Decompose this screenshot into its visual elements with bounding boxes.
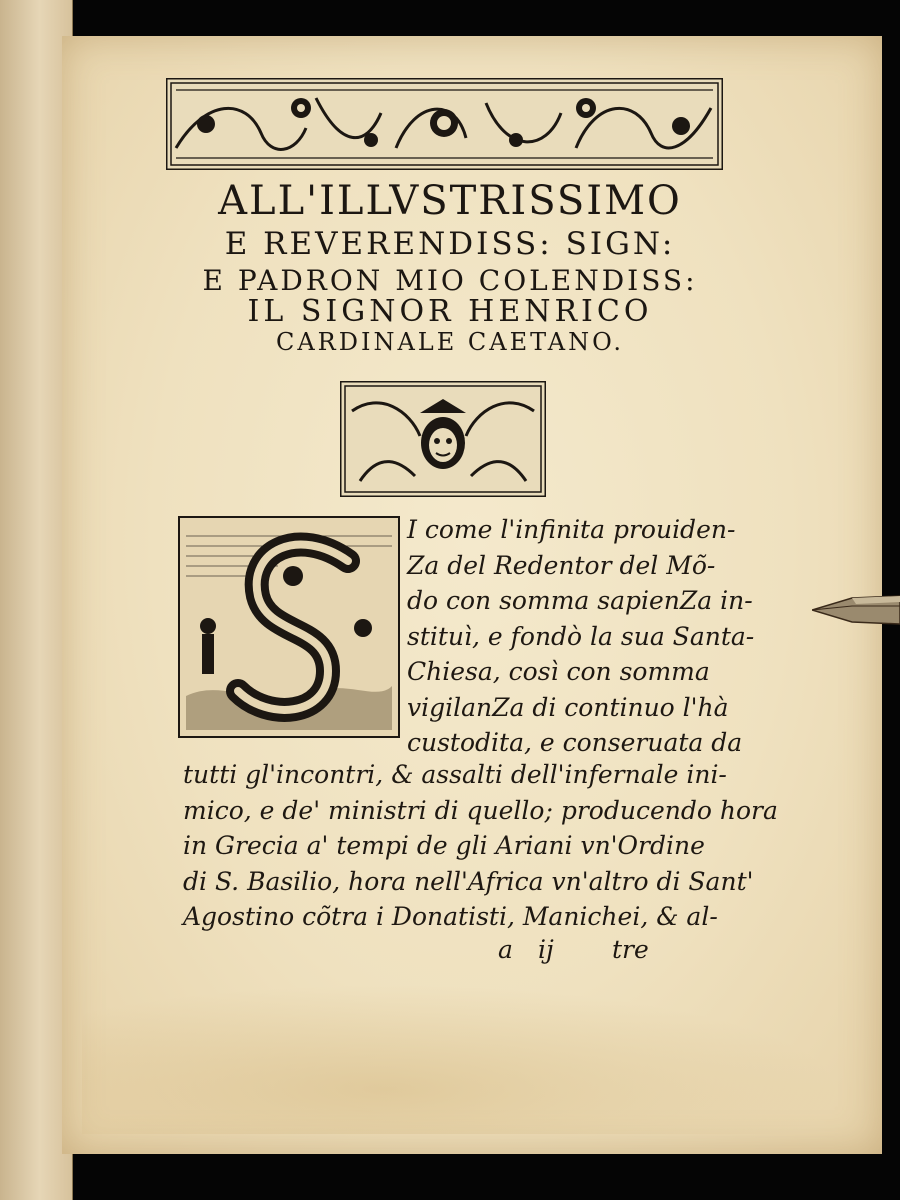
mask-ornament [340, 381, 546, 497]
signature-mark-number: ij [538, 935, 554, 964]
text-line: do con somma sapienZa in- [407, 586, 753, 615]
text-line: mico, e de' ministri di quello; producendo hora [183, 795, 778, 825]
text-line: in Grecia a' tempi de gli Ariani vn'Ordine [183, 831, 705, 860]
text-line: custodita, e conseruata da [407, 728, 743, 757]
text-line: Za del Redentor del Mõ- [407, 550, 716, 580]
text-line: Agostino cõtra i Donatisti, Manichei, & al- [183, 902, 718, 931]
ornamental-headpiece [166, 78, 723, 170]
text-line: tutti gl'incontri, & assalti dell'infernale ini- [183, 760, 727, 789]
pen-nib-icon [812, 588, 900, 632]
text-line: Chiesa, così con somma [407, 657, 710, 686]
title-line-4: IL SIGNOR HENRICO [247, 294, 653, 329]
title-line-2: E REVERENDISS: SIGN: [224, 226, 676, 262]
title-line-1: ALL'ILLVSTRISSIMO [218, 178, 682, 224]
woodcut-initial-s [178, 516, 400, 738]
text-line: di S. Basilio, hora nell'Africa vn'altro di Sant' [183, 866, 754, 896]
text-full-width [183, 757, 778, 935]
text-line: vigilanZa di continuo l'hà [407, 692, 729, 722]
text-beside-initial [407, 512, 754, 761]
text-line: stituì, e fondò la sua Santa- [407, 621, 755, 651]
catchword: tre [612, 935, 649, 964]
title-line-5: CARDINALE CAETANO. [275, 328, 625, 356]
title-line-3: E PADRON MIO COLENDISS: [202, 264, 698, 297]
water-stain [82, 984, 842, 1134]
text-line: I come l'infinita prouiden- [407, 515, 736, 544]
signature-mark-letter: a [498, 935, 513, 964]
